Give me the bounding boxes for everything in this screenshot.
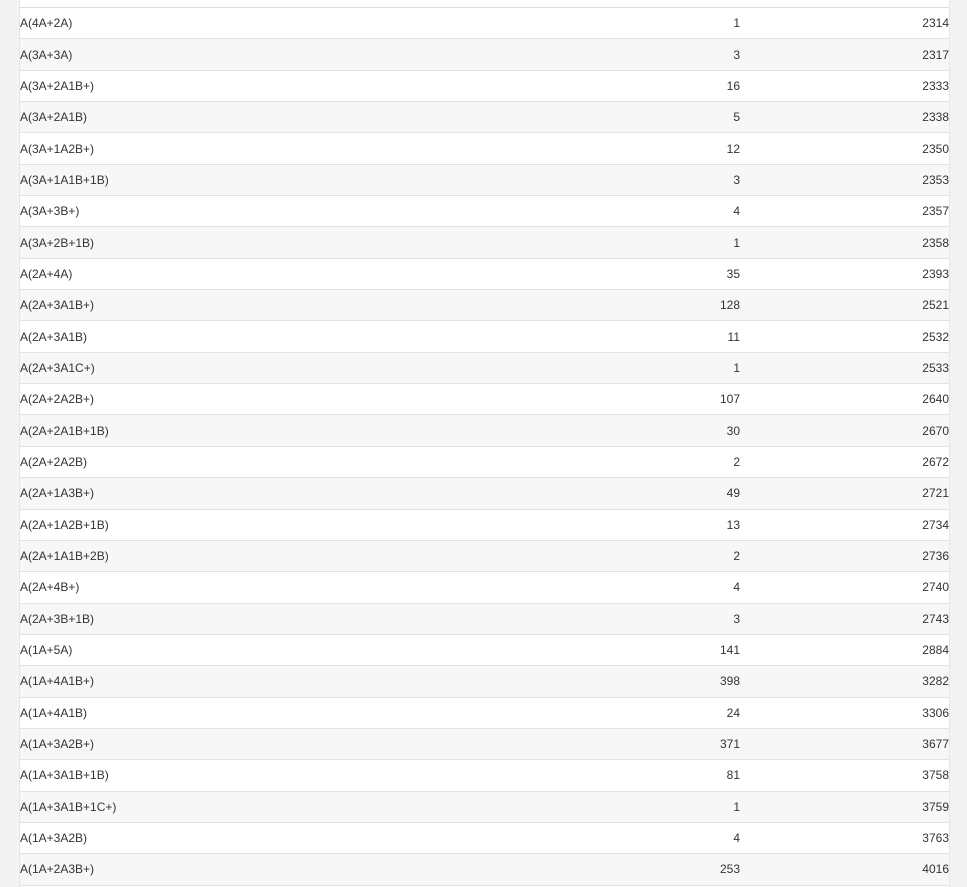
- row-name: A(3A+2A1B): [20, 102, 480, 133]
- table-row: [20, 634, 949, 665]
- row-name: A(2A+2A2B): [20, 446, 480, 477]
- row-cumulative: 2740: [740, 572, 949, 603]
- row-name: A(2A+4A): [20, 258, 480, 289]
- results-table: [20, 7, 949, 886]
- row-count: 24: [480, 697, 740, 728]
- row-name: A(2A+3B+1B): [20, 603, 480, 634]
- row-cumulative: 2640: [740, 384, 949, 415]
- row-cumulative: 2670: [740, 415, 949, 446]
- row-count: 1: [480, 227, 740, 258]
- row-cumulative: 3677: [740, 728, 949, 759]
- row-cumulative: 2884: [740, 634, 949, 665]
- row-count: 1: [480, 352, 740, 383]
- row-name: A(1A+5A): [20, 634, 480, 665]
- results-panel: [19, 0, 950, 887]
- row-cumulative: 2393: [740, 258, 949, 289]
- row-name: A(3A+1A2B+): [20, 133, 480, 164]
- row-name: A(2A+2A1B+1B): [20, 415, 480, 446]
- row-count: 141: [480, 634, 740, 665]
- row-count: 3: [480, 39, 740, 70]
- table-row: [20, 728, 949, 759]
- row-name: A(1A+4A1B+): [20, 666, 480, 697]
- row-name: A(4A+2A): [20, 8, 480, 39]
- row-cumulative: 2721: [740, 478, 949, 509]
- row-cumulative: 2358: [740, 227, 949, 258]
- table-row: [20, 290, 949, 321]
- row-count: 2: [480, 446, 740, 477]
- table-row: [20, 822, 949, 853]
- table-row: [20, 540, 949, 571]
- row-count: 1: [480, 791, 740, 822]
- row-cumulative: 2333: [740, 70, 949, 101]
- row-count: 4: [480, 822, 740, 853]
- table-row: [20, 39, 949, 70]
- row-cumulative: 2533: [740, 352, 949, 383]
- table-row: [20, 509, 949, 540]
- row-count: 4: [480, 196, 740, 227]
- row-cumulative: 2314: [740, 8, 949, 39]
- table-row: [20, 760, 949, 791]
- row-cumulative: 2317: [740, 39, 949, 70]
- table-row: [20, 478, 949, 509]
- table-row: [20, 258, 949, 289]
- row-count: 30: [480, 415, 740, 446]
- table-row: [20, 70, 949, 101]
- row-cumulative: 3282: [740, 666, 949, 697]
- table-row: [20, 321, 949, 352]
- row-name: A(3A+2B+1B): [20, 227, 480, 258]
- table-row: [20, 102, 949, 133]
- table-row: [20, 446, 949, 477]
- row-count: 3: [480, 603, 740, 634]
- table-row: [20, 572, 949, 603]
- row-name: A(1A+3A2B): [20, 822, 480, 853]
- row-count: 128: [480, 290, 740, 321]
- row-name: A(2A+2A2B+): [20, 384, 480, 415]
- row-cumulative: 2743: [740, 603, 949, 634]
- row-count: 4: [480, 572, 740, 603]
- table-row: [20, 384, 949, 415]
- row-cumulative: 2521: [740, 290, 949, 321]
- row-cumulative: 3306: [740, 697, 949, 728]
- row-name: A(3A+3A): [20, 39, 480, 70]
- row-name: A(1A+3A2B+): [20, 728, 480, 759]
- table-row: [20, 603, 949, 634]
- row-name: A(2A+1A3B+): [20, 478, 480, 509]
- table-row: [20, 415, 949, 446]
- row-cumulative: 2353: [740, 164, 949, 195]
- row-cumulative: 2338: [740, 102, 949, 133]
- row-cumulative: 2350: [740, 133, 949, 164]
- row-count: 1: [480, 8, 740, 39]
- table-row: [20, 164, 949, 195]
- row-count: 5: [480, 102, 740, 133]
- table-row: [20, 666, 949, 697]
- row-name: A(1A+3A1B+1C+): [20, 791, 480, 822]
- table-row: [20, 196, 949, 227]
- results-table-body: [20, 8, 949, 886]
- row-count: 11: [480, 321, 740, 352]
- row-count: 371: [480, 728, 740, 759]
- table-row: [20, 133, 949, 164]
- row-count: 3: [480, 164, 740, 195]
- row-count: 12: [480, 133, 740, 164]
- row-count: 49: [480, 478, 740, 509]
- row-cumulative: 3758: [740, 760, 949, 791]
- row-count: 398: [480, 666, 740, 697]
- row-cumulative: 4016: [740, 854, 949, 885]
- row-name: A(2A+1A2B+1B): [20, 509, 480, 540]
- row-count: 253: [480, 854, 740, 885]
- row-name: A(1A+2A3B+): [20, 854, 480, 885]
- row-name: A(2A+4B+): [20, 572, 480, 603]
- row-name: A(1A+4A1B): [20, 697, 480, 728]
- row-cumulative: 2357: [740, 196, 949, 227]
- row-name: A(2A+3A1C+): [20, 352, 480, 383]
- table-row: [20, 8, 949, 39]
- row-cumulative: 3759: [740, 791, 949, 822]
- table-row: [20, 227, 949, 258]
- table-row: [20, 791, 949, 822]
- table-row: [20, 697, 949, 728]
- row-name: A(3A+2A1B+): [20, 70, 480, 101]
- row-cumulative: 2736: [740, 540, 949, 571]
- row-cumulative: 3763: [740, 822, 949, 853]
- row-cumulative: 2734: [740, 509, 949, 540]
- row-name: A(1A+3A1B+1B): [20, 760, 480, 791]
- row-cumulative: 2532: [740, 321, 949, 352]
- row-count: 2: [480, 540, 740, 571]
- row-name: A(2A+3A1B): [20, 321, 480, 352]
- row-name: A(2A+3A1B+): [20, 290, 480, 321]
- row-cumulative: 2672: [740, 446, 949, 477]
- row-count: 13: [480, 509, 740, 540]
- row-name: A(3A+1A1B+1B): [20, 164, 480, 195]
- row-name: A(3A+3B+): [20, 196, 480, 227]
- row-count: 35: [480, 258, 740, 289]
- row-count: 107: [480, 384, 740, 415]
- row-count: 16: [480, 70, 740, 101]
- table-row: [20, 854, 949, 885]
- row-name: A(2A+1A1B+2B): [20, 540, 480, 571]
- row-count: 81: [480, 760, 740, 791]
- table-row: [20, 352, 949, 383]
